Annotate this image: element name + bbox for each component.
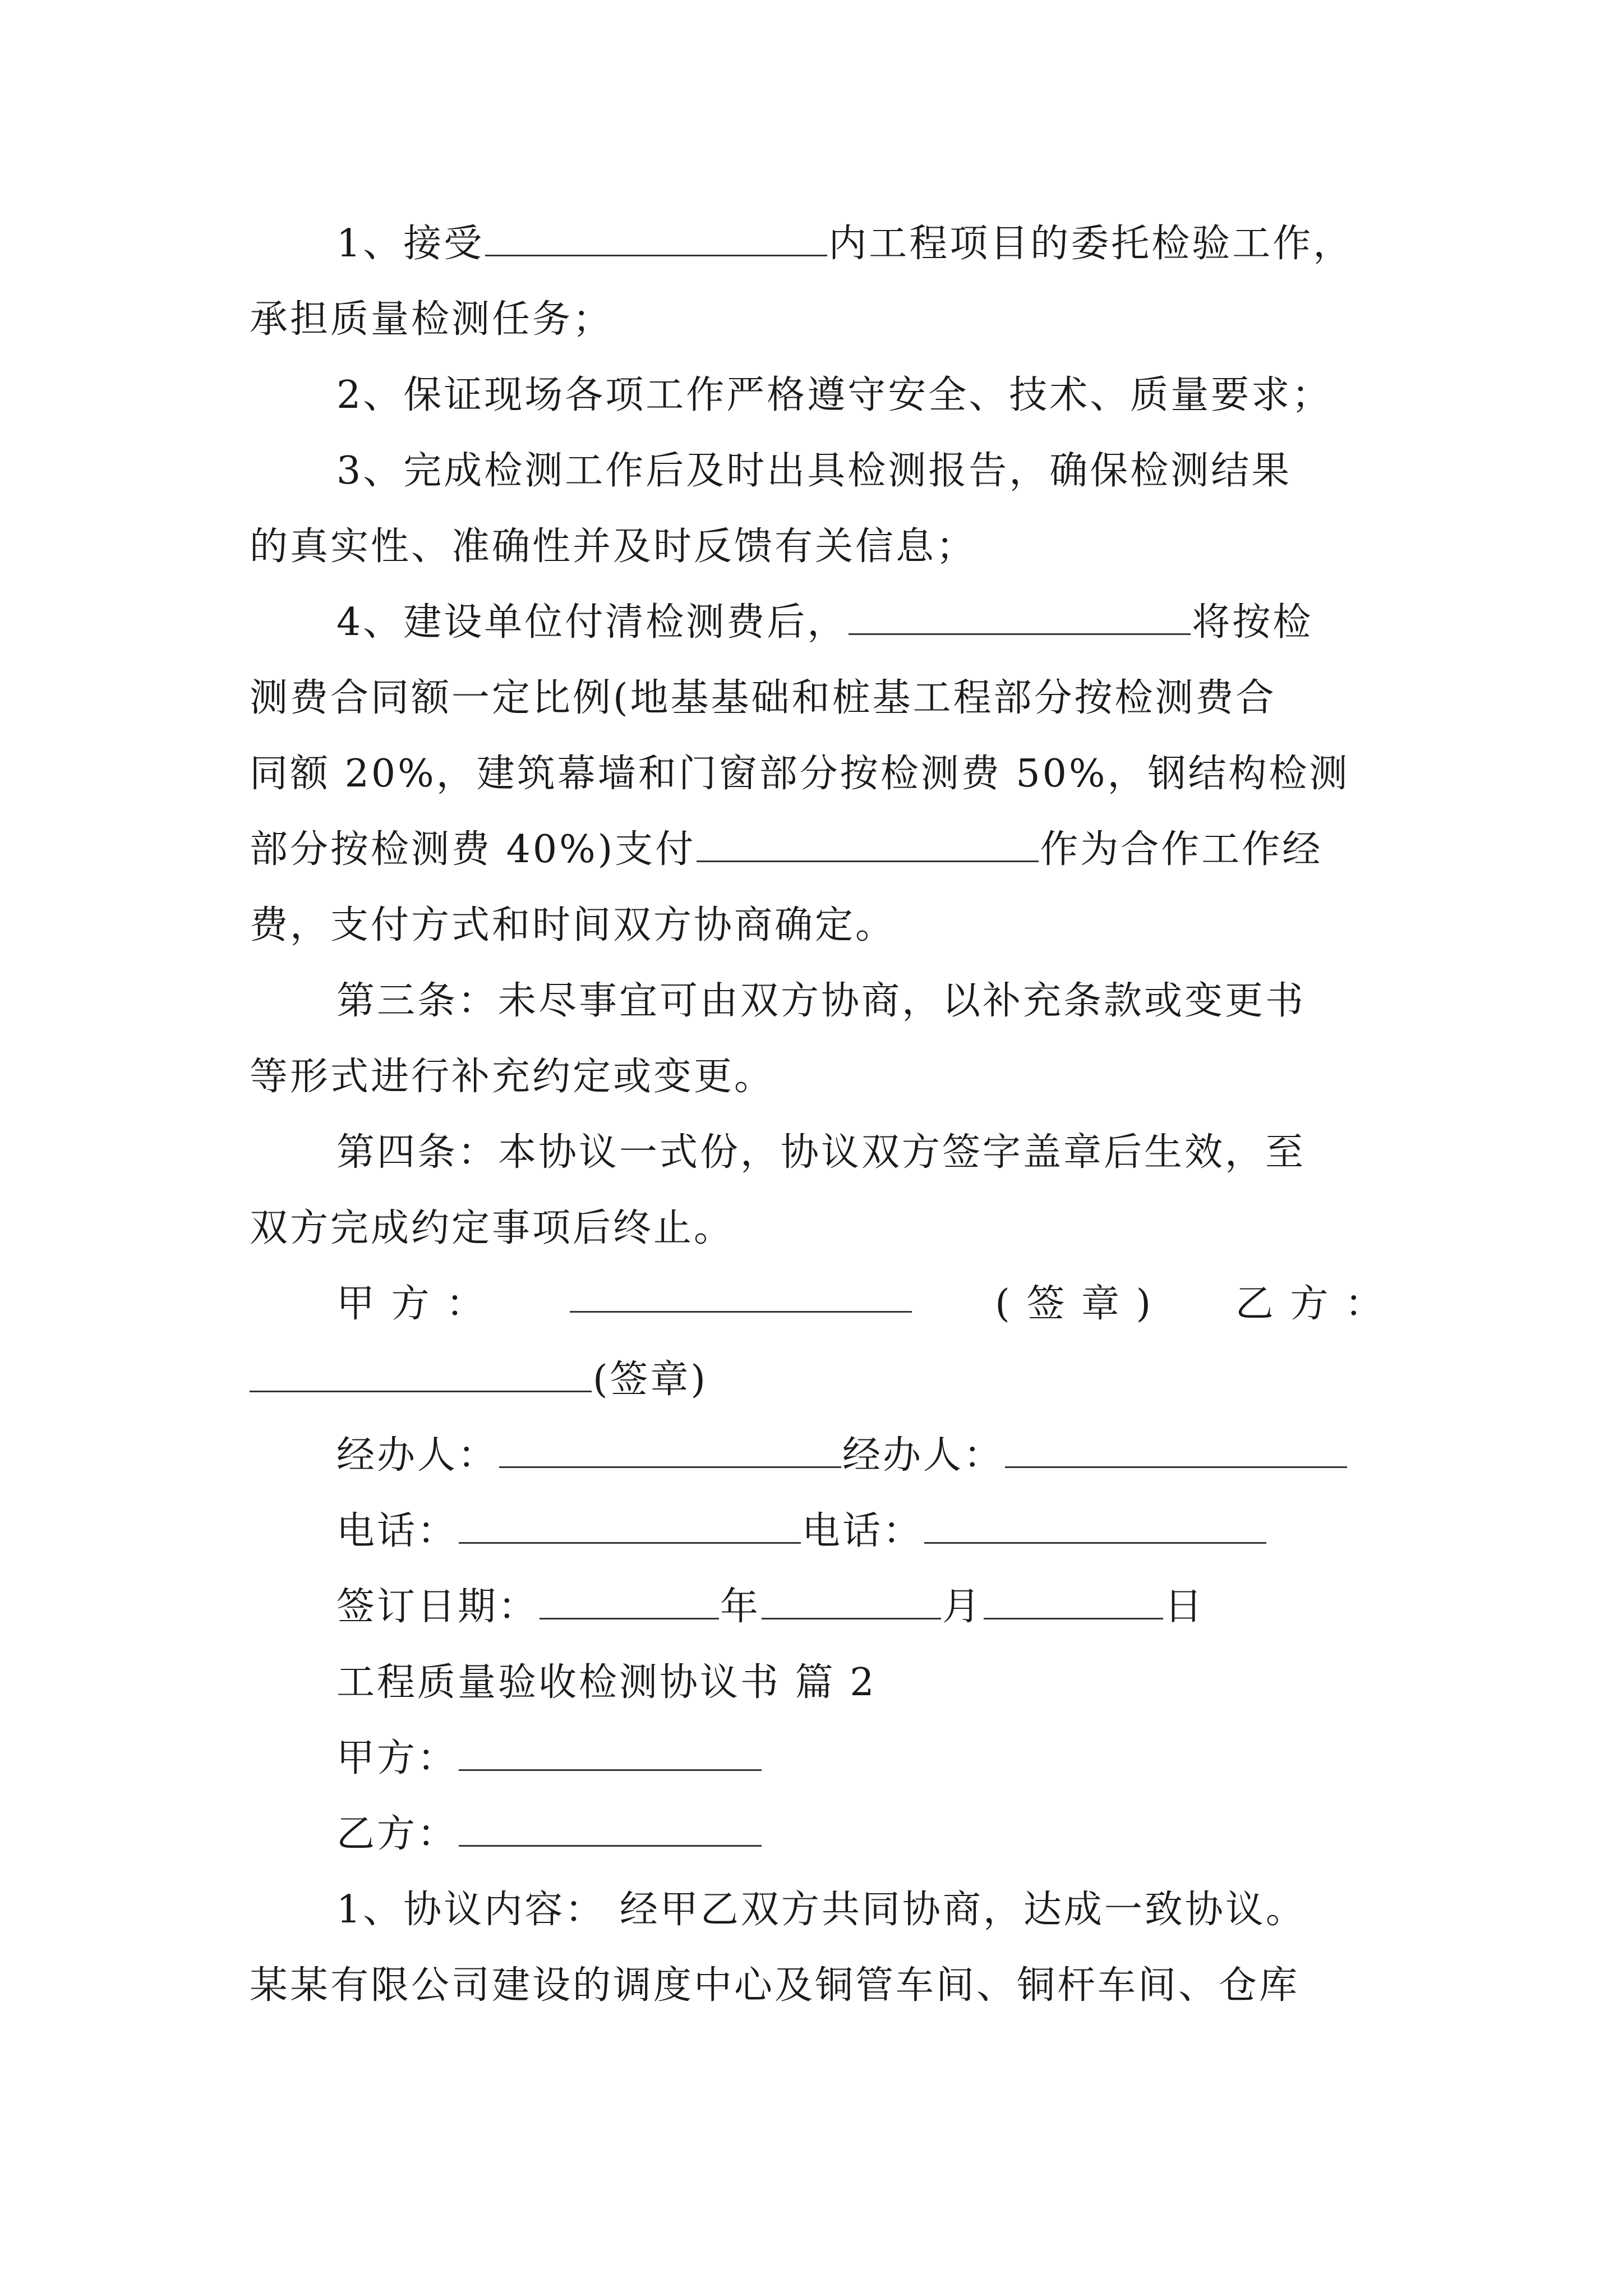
article-4-line-2: 双方完成约定事项后终止。: [250, 1206, 735, 1250]
part-2-party-a-line: [336, 1731, 763, 1787]
part-2-heading: 工程质量验收检测协议书 篇 2: [336, 1660, 877, 1705]
party-a-seal-label: ( 签 章 ): [995, 1282, 1154, 1326]
clause-4-line-3: 同额 20%，建筑幕墙和门窗部分按检测费 50%，钢结构检测: [250, 752, 1350, 796]
clause-2: 2、保证现场各项工作严格遵守安全、技术、质量要求；: [336, 373, 1332, 417]
clause-4-line-2: 测费合同额一定比例(地基基础和桩基工程部分按检测费合: [250, 676, 1276, 720]
year-label: 年: [720, 1585, 761, 1629]
month-blank[interactable]: [762, 1583, 941, 1619]
part-2-party-b-line: [336, 1806, 763, 1862]
signing-date-label: 签订日期：: [336, 1585, 539, 1629]
part-2-party-a-label: 甲方：: [336, 1736, 458, 1780]
signature-line-parties: [336, 1276, 1385, 1332]
party-a-blank[interactable]: [570, 1276, 912, 1313]
handler-line: [336, 1428, 1348, 1484]
article-3-line-2: 等形式进行补充约定或变更。: [250, 1055, 775, 1099]
clause-3-line-2: 的真实性、准确性并及时反馈有关信息；: [250, 524, 977, 569]
handler-b-blank[interactable]: [1005, 1432, 1347, 1468]
party-b-label: 乙 方 ：: [1235, 1282, 1385, 1326]
part-2-party-b-blank[interactable]: [459, 1810, 762, 1847]
handler-a-blank[interactable]: [499, 1432, 841, 1468]
blank-field[interactable]: [849, 599, 1191, 635]
party-b-seal-label: (签章): [593, 1358, 708, 1402]
clause-4-text-pay: 部分按检测费 40%)支付: [250, 827, 696, 872]
clause-1-text-end: 内工程项目的委托检验工作，: [828, 222, 1354, 266]
month-label: 月: [942, 1585, 983, 1629]
clause-4-text-fee: 作为合作工作经: [1040, 827, 1323, 872]
part-2-party-b-label: 乙方：: [336, 1812, 458, 1856]
day-label: 日: [1164, 1585, 1205, 1629]
clause-1-text-start: 1、接受: [336, 222, 485, 266]
part-2-party-a-blank[interactable]: [459, 1734, 762, 1771]
clause-3-line-1: 3、完成检测工作后及时出具检测报告，确保检测结果: [336, 449, 1292, 493]
day-blank[interactable]: [984, 1583, 1163, 1619]
phone-b-blank[interactable]: [924, 1507, 1266, 1544]
phone-b-label: 电话：: [802, 1509, 924, 1553]
article-4-line-1: 第四条：本协议一式份，协议双方签字盖章后生效，至: [336, 1130, 1306, 1175]
phone-a-blank[interactable]: [459, 1507, 801, 1544]
party-a-label: 甲 方 ：: [336, 1282, 487, 1326]
clause-4-line-5: 费，支付方式和时间双方协商确定。: [250, 903, 896, 947]
part-2-clause-1-line-2: 某某有限公司建设的调度中心及铜管车间、铜杆车间、仓库: [250, 1963, 1300, 2008]
clause-4-text-start: 4、建设单位付清检测费后，: [336, 600, 848, 645]
clause-4-line-1: [336, 595, 1313, 651]
handler-a-label: 经办人：: [336, 1433, 499, 1478]
part-2-clause-1-line-1: 1、协议内容： 经甲乙双方共同协商，达成一致协议。: [336, 1888, 1306, 1932]
clause-1-line-1: [336, 216, 1353, 272]
clause-4-text-end: 将按检: [1192, 600, 1313, 645]
article-3-line-1: 第三条：未尽事宜可由双方协商，以补充条款或变更书: [336, 979, 1306, 1023]
year-blank[interactable]: [540, 1583, 719, 1619]
blank-field[interactable]: [697, 826, 1039, 862]
phone-a-label: 电话：: [336, 1509, 458, 1553]
signature-line-party-b: [250, 1352, 708, 1408]
blank-field[interactable]: [485, 220, 827, 256]
handler-b-label: 经办人：: [842, 1433, 1004, 1478]
party-b-blank[interactable]: [250, 1356, 592, 1392]
signing-date-line: [336, 1579, 1205, 1635]
clause-4-line-4: [250, 822, 1322, 878]
phone-line: [336, 1503, 1267, 1559]
clause-1-line-2: 承担质量检测任务；: [250, 297, 614, 342]
